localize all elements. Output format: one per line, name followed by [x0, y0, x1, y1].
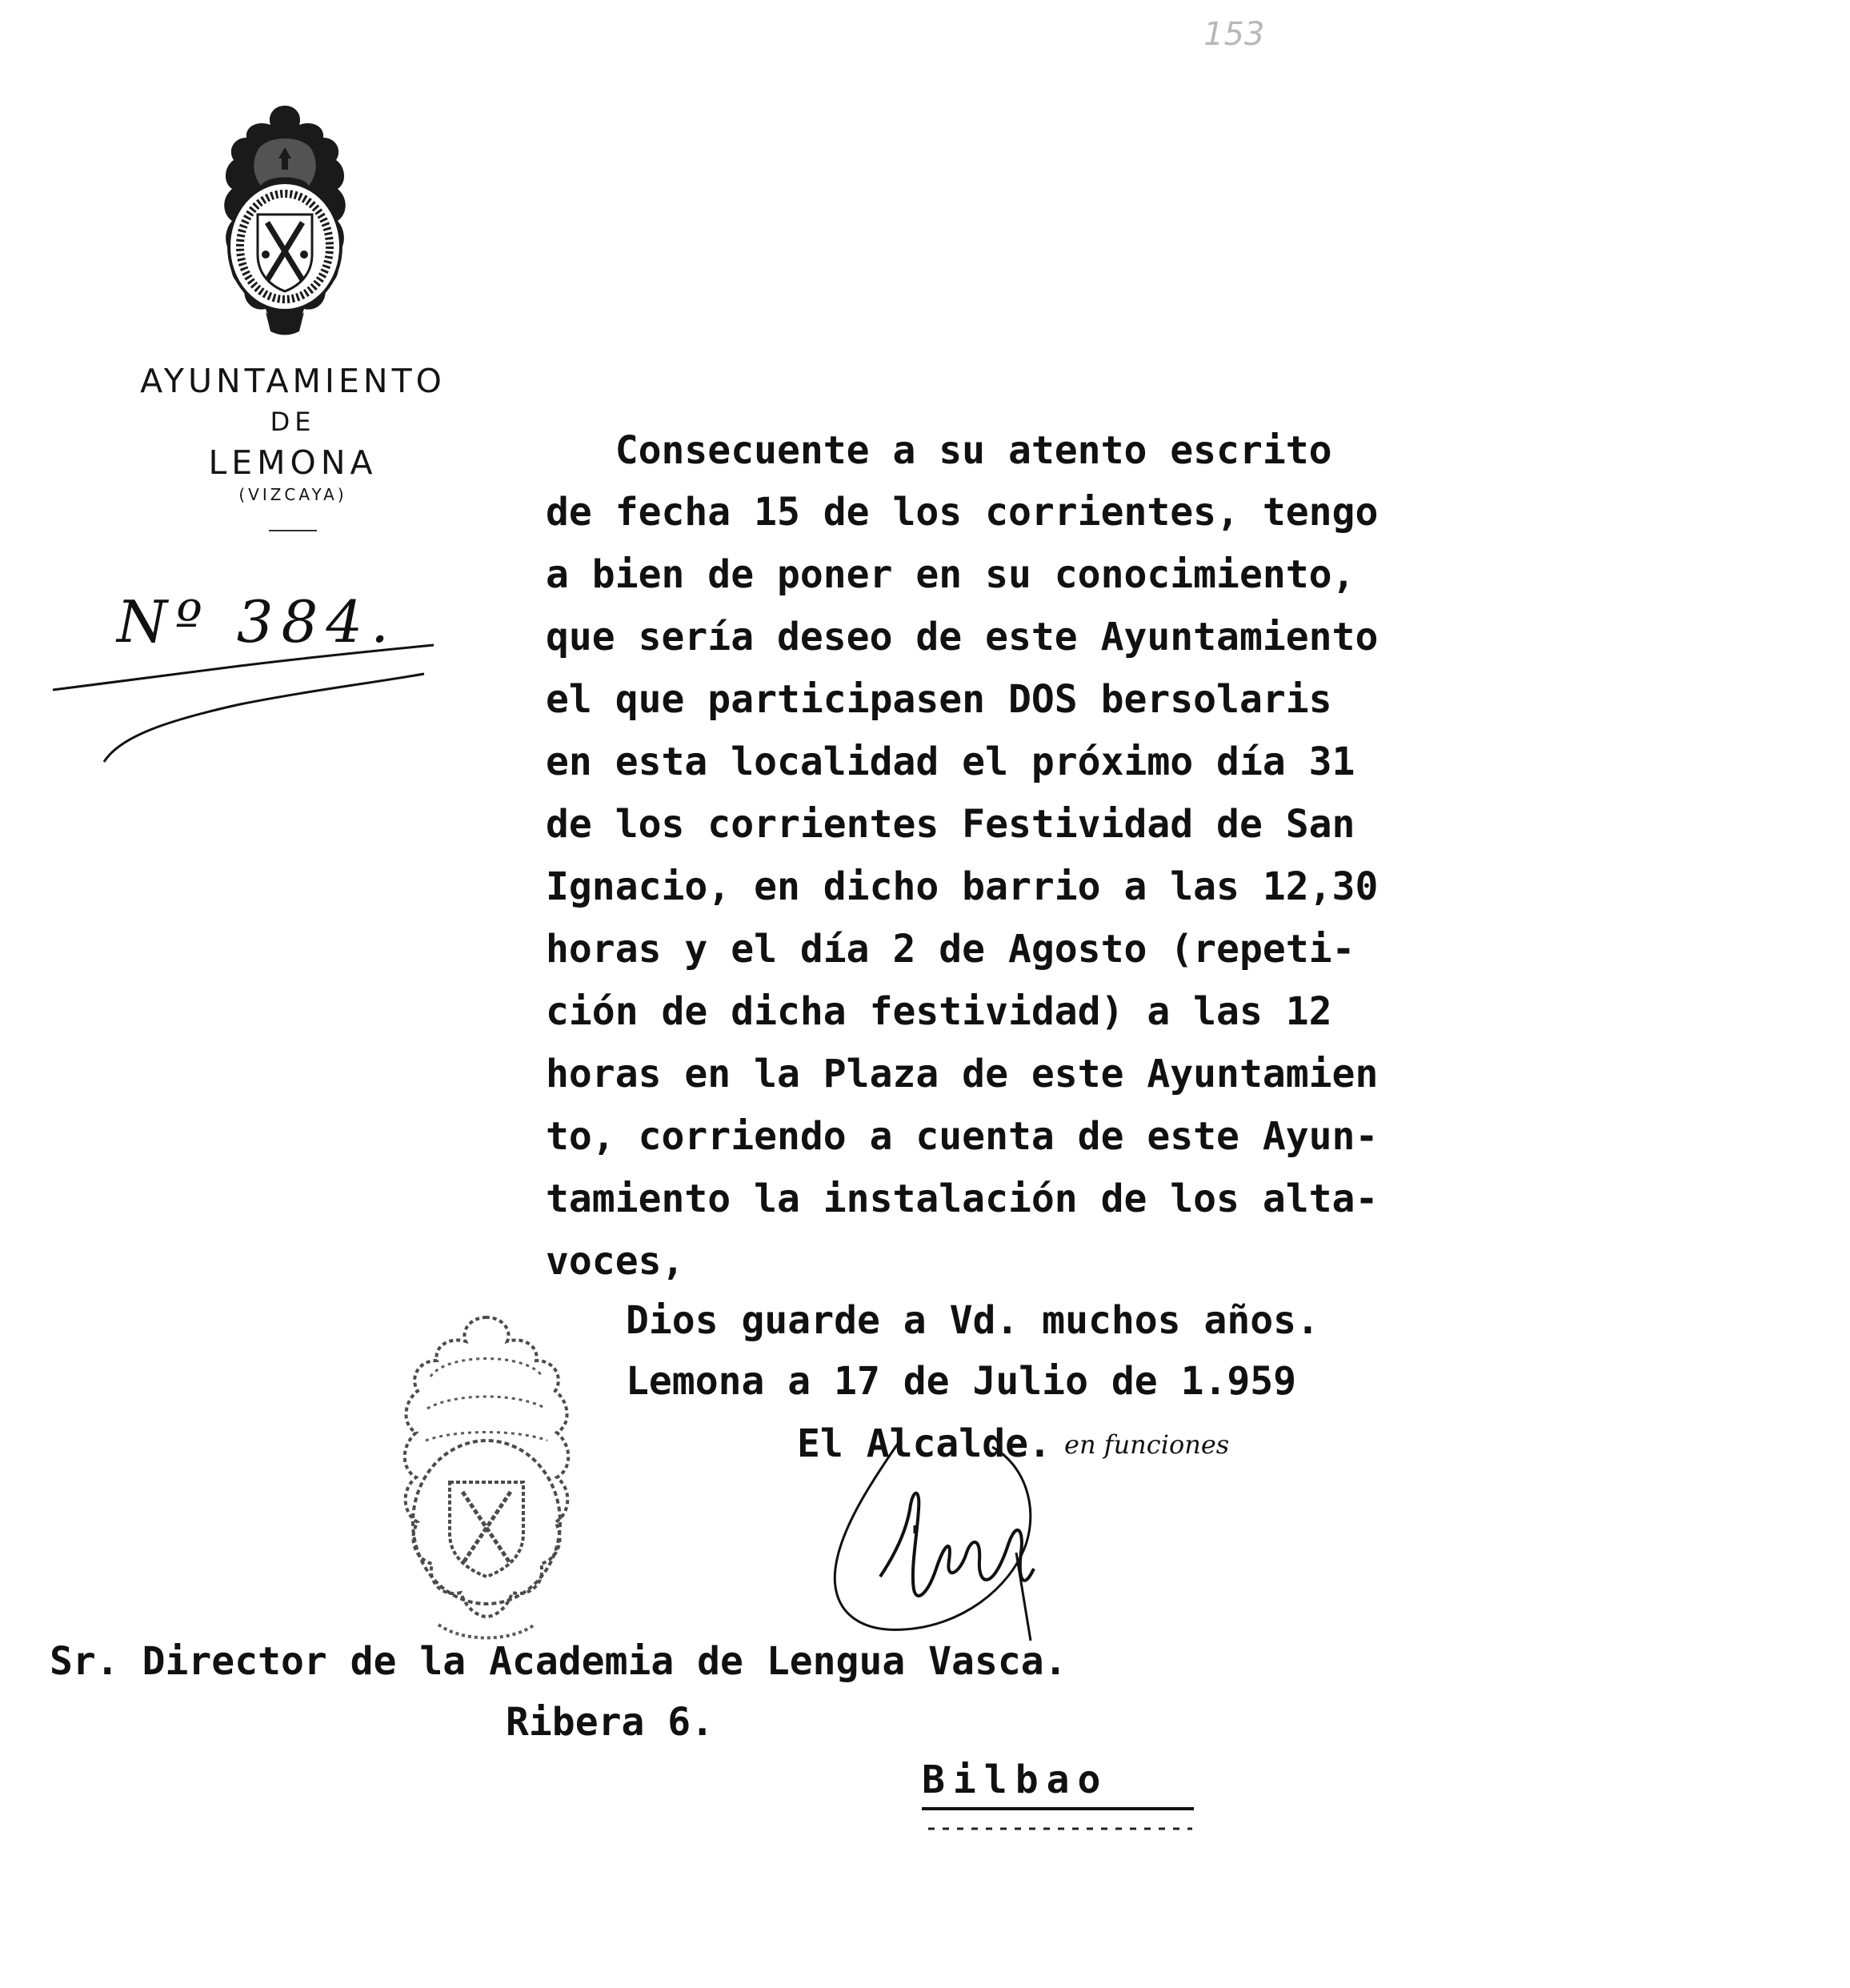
body-line-4: que sería deseo de este Ayuntamiento [546, 615, 1379, 659]
body-line-14: voces, [546, 1239, 685, 1284]
body-line-13: tamiento la instalación de los alta- [546, 1176, 1379, 1221]
body-line-2: de fecha 15 de los corrientes, tengo [546, 490, 1379, 535]
body-line-12: to, corriendo a cuenta de este Ayun- [546, 1114, 1379, 1159]
recipient-city: Bilbao [922, 1758, 1109, 1802]
municipal-stamp-icon [382, 1313, 592, 1649]
letterhead-line-3: LEMONA [208, 443, 378, 482]
body-line-10: ción de dicha festividad) a las 12 [546, 989, 1332, 1034]
pencil-note-text: 153 [1203, 16, 1265, 53]
body-line-3: a bien de poner en su conocimiento, [546, 552, 1355, 597]
pencil-archive-mark [1200, 10, 1288, 58]
body-line-7: de los corrientes Festividad de San [546, 802, 1355, 847]
handwritten-note [1064, 1425, 1230, 1473]
body-line-1: Consecuente a su atento escrito [546, 428, 1332, 473]
body-line-8: Ignacio, en dicho barrio a las 12,30 [546, 864, 1379, 909]
recipient-line-2: Ribera 6. [506, 1700, 715, 1745]
body-line-6: en esta localidad el próximo día 31 [546, 739, 1355, 784]
city-underline [922, 1807, 1194, 1810]
typed-dash-row [928, 1826, 1192, 1831]
closing-title: El Alcalde. [797, 1421, 1051, 1466]
mayor-signature [824, 1433, 1056, 1657]
closing-place-date: Lemona a 17 de Julio de 1.959 [626, 1359, 1297, 1404]
handwritten-registry-number [48, 584, 448, 768]
letterhead-line-2: DE [270, 407, 316, 437]
coat-of-arms-icon [210, 102, 360, 343]
letterhead-divider [269, 530, 317, 531]
handwritten-note-text: en funciones [1064, 1429, 1230, 1460]
closing-greeting: Dios guarde a Vd. muchos años. [626, 1298, 1319, 1343]
body-line-9: horas y el día 2 de Agosto (repeti- [546, 927, 1355, 972]
body-line-11: horas en la Plaza de este Ayuntamien [546, 1052, 1379, 1096]
registry-number-text: Nº 384. [117, 588, 398, 655]
letterhead-line-4: (VIZCAYA) [238, 485, 347, 504]
recipient-line-1: Sr. Director de la Academia de Lengua Vasca. [50, 1639, 1067, 1684]
letterhead-line-1: AYUNTAMIENTO [140, 362, 446, 400]
body-line-5: el que participasen DOS bersolaris [546, 677, 1332, 722]
